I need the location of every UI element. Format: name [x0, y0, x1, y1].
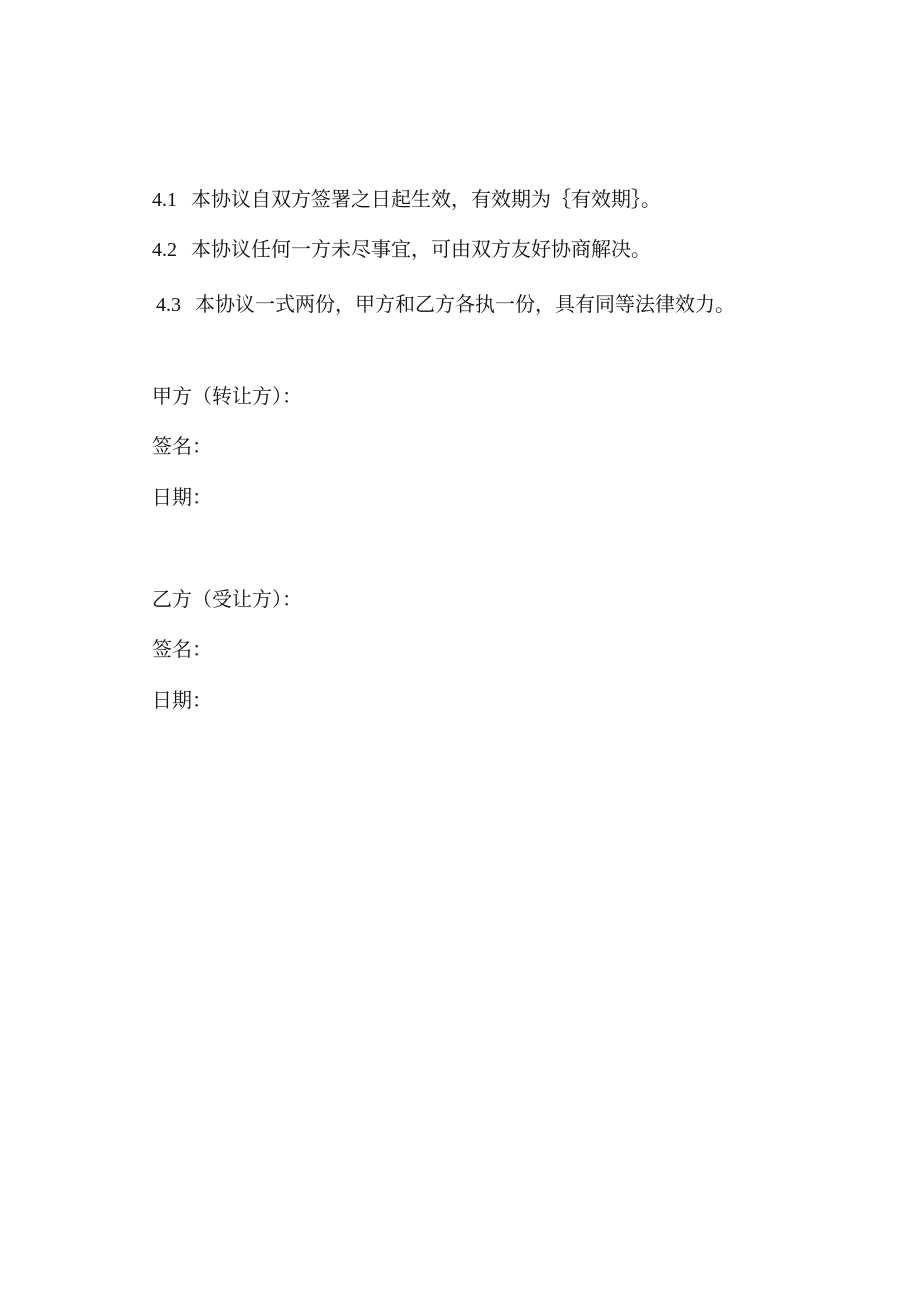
clause-text: 本协议一式两份，甲方和乙方各执一份，具有同等法律效力。 [195, 292, 735, 316]
party-a-signature-label: 签名： [152, 434, 212, 458]
party-b-signature-label: 签名： [152, 637, 212, 661]
clause-number: 4.2 [152, 239, 177, 261]
clause-4-3 [156, 290, 735, 319]
clause-4-2 [152, 235, 651, 264]
clause-number: 4.1 [152, 189, 177, 211]
clause-text: 本协议任何一方未尽事宜，可由双方友好协商解决。 [191, 237, 651, 261]
party-a-date-label: 日期： [152, 485, 212, 509]
party-b-date-label: 日期： [152, 688, 212, 712]
party-a-title: 甲方（转让方）： [152, 384, 302, 408]
party-b-title: 乙方（受让方）： [152, 587, 302, 611]
clause-text: 本协议自双方签署之日起生效，有效期为｛有效期｝。 [191, 187, 661, 211]
clause-number: 4.3 [156, 294, 181, 316]
clause-4-1 [152, 185, 661, 214]
